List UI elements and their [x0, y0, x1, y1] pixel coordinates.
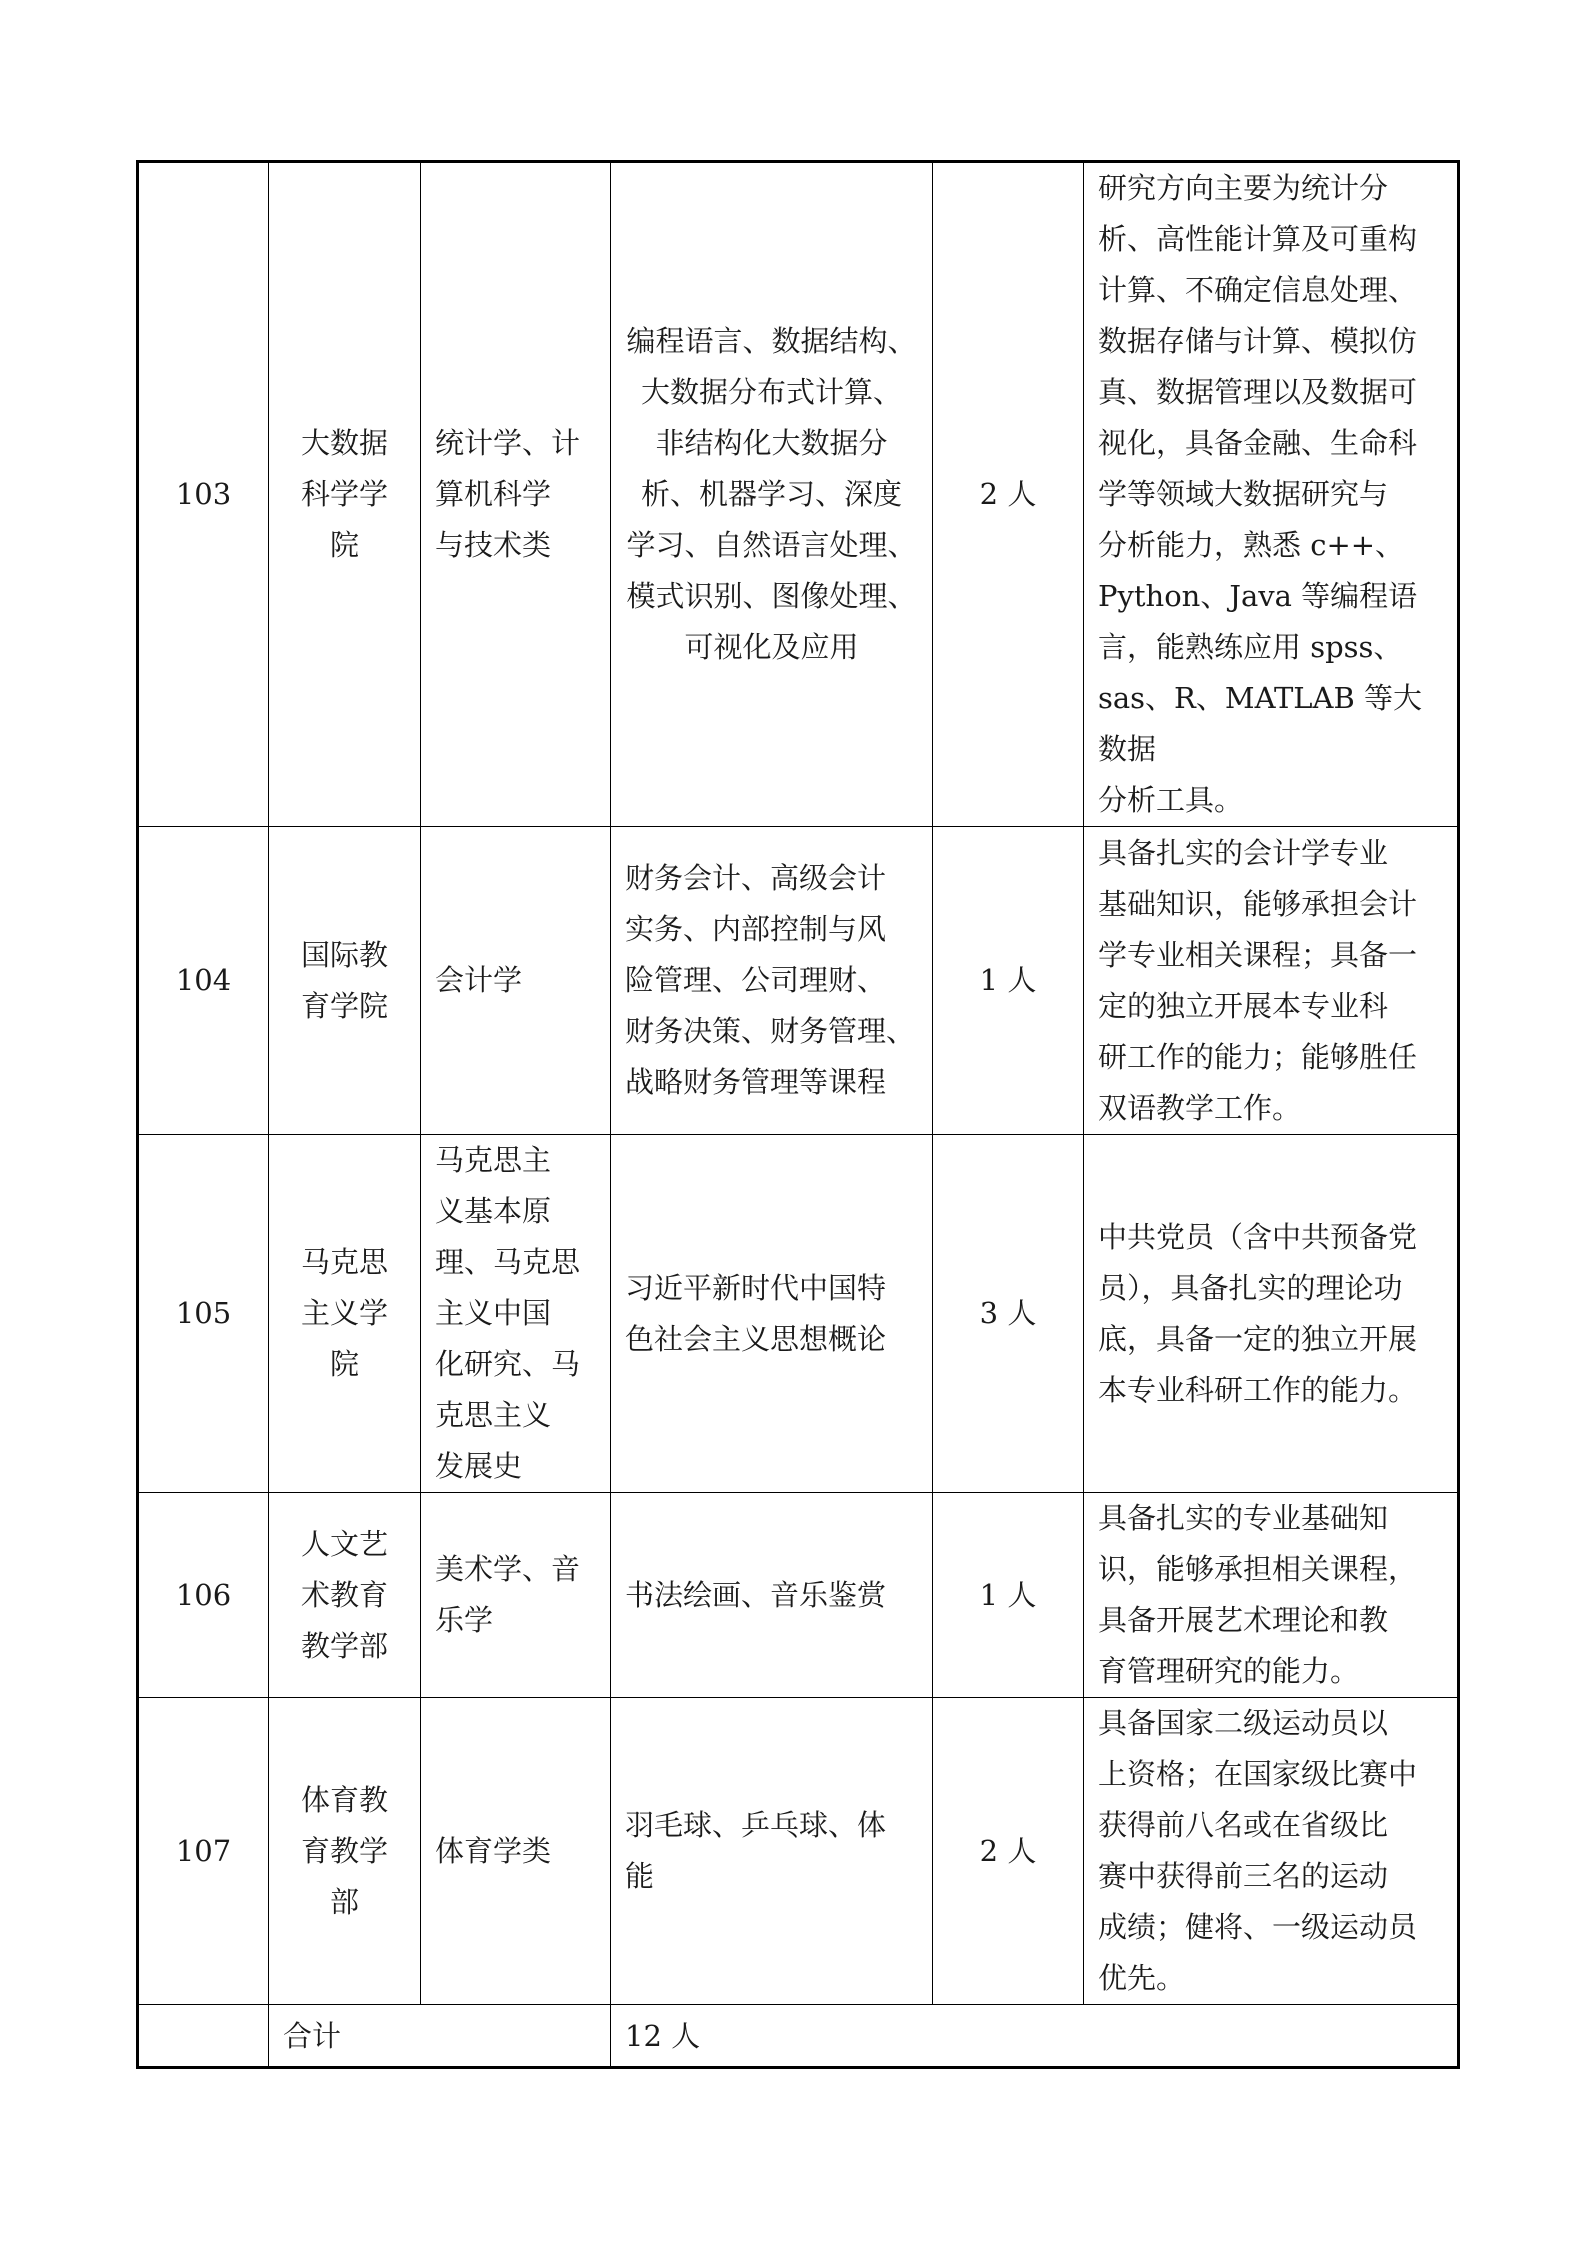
headcount-cell: 1 人: [933, 1493, 1084, 1698]
department-cell: 体育教 育教学 部: [269, 1698, 421, 2005]
major-cell: 会计学: [421, 827, 611, 1135]
courses-cell: 书法绘画、音乐鉴赏: [611, 1493, 933, 1698]
row-number: 103: [138, 162, 269, 827]
headcount-cell: 3 人: [933, 1135, 1084, 1493]
row-number: 106: [138, 1493, 269, 1698]
major-cell: 体育学类: [421, 1698, 611, 2005]
department-cell: 国际教 育学院: [269, 827, 421, 1135]
table-row: [138, 1493, 1459, 1698]
total-row: [138, 2005, 1459, 2068]
headcount-cell: 2 人: [933, 162, 1084, 827]
headcount-cell: 1 人: [933, 827, 1084, 1135]
courses-cell: 编程语言、数据结构、 大数据分布式计算、 非结构化大数据分 析、机器学习、深度 学习、自然语言处理、 模式识别、图像处理、 可视化及应用: [611, 162, 933, 827]
recruitment-table: [136, 160, 1460, 2069]
headcount-cell: 2 人: [933, 1698, 1084, 2005]
row-number: 104: [138, 827, 269, 1135]
major-cell: 统计学、计 算机科学 与技术类: [421, 162, 611, 827]
requirements-cell: 具备扎实的会计学专业 基础知识，能够承担会计 学专业相关课程；具备一 定的独立开展本专业科 研工作的能力；能够胜任 双语教学工作。: [1084, 827, 1459, 1135]
table-row: [138, 827, 1459, 1135]
row-number: 105: [138, 1135, 269, 1493]
courses-cell: 羽毛球、乒乓球、体 能: [611, 1698, 933, 2005]
department-cell: 人文艺 术教育 教学部: [269, 1493, 421, 1698]
row-number: 107: [138, 1698, 269, 2005]
requirements-cell: 研究方向主要为统计分 析、高性能计算及可重构 计算、不确定信息处理、 数据存储与计算、模拟仿 真、数据管理以及数据可 视化，具备金融、生命科 学等领域大数据研究与 分析能力，熟悉 c++、 Python、Java 等编程语 言，能熟练应用 spss、 sas、R、MATLAB 等大数据 分析工具。: [1084, 162, 1459, 827]
department-cell: 马克思 主义学 院: [269, 1135, 421, 1493]
courses-cell: 习近平新时代中国特 色社会主义思想概论: [611, 1135, 933, 1493]
table-row: [138, 162, 1459, 827]
table-row: [138, 1135, 1459, 1493]
requirements-cell: 具备扎实的专业基础知 识，能够承担相关课程， 具备开展艺术理论和教 育管理研究的能力。: [1084, 1493, 1459, 1698]
courses-cell: 财务会计、高级会计 实务、内部控制与风 险管理、公司理财、 财务决策、财务管理、 战略财务管理等课程: [611, 827, 933, 1135]
department-cell: 大数据 科学学 院: [269, 162, 421, 827]
total-label: 合计: [269, 2005, 611, 2068]
total-value: 12 人: [611, 2005, 1459, 2068]
requirements-cell: 具备国家二级运动员以 上资格；在国家级比赛中 获得前八名或在省级比 赛中获得前三名的运动 成绩；健将、一级运动员 优先。: [1084, 1698, 1459, 2005]
major-cell: 马克思主 义基本原 理、马克思 主义中国 化研究、马 克思主义 发展史: [421, 1135, 611, 1493]
total-blank-cell: [138, 2005, 269, 2068]
table-row: [138, 1698, 1459, 2005]
major-cell: 美术学、音 乐学: [421, 1493, 611, 1698]
requirements-cell: 中共党员（含中共预备党 员），具备扎实的理论功 底，具备一定的独立开展 本专业科研工作的能力。: [1084, 1135, 1459, 1493]
